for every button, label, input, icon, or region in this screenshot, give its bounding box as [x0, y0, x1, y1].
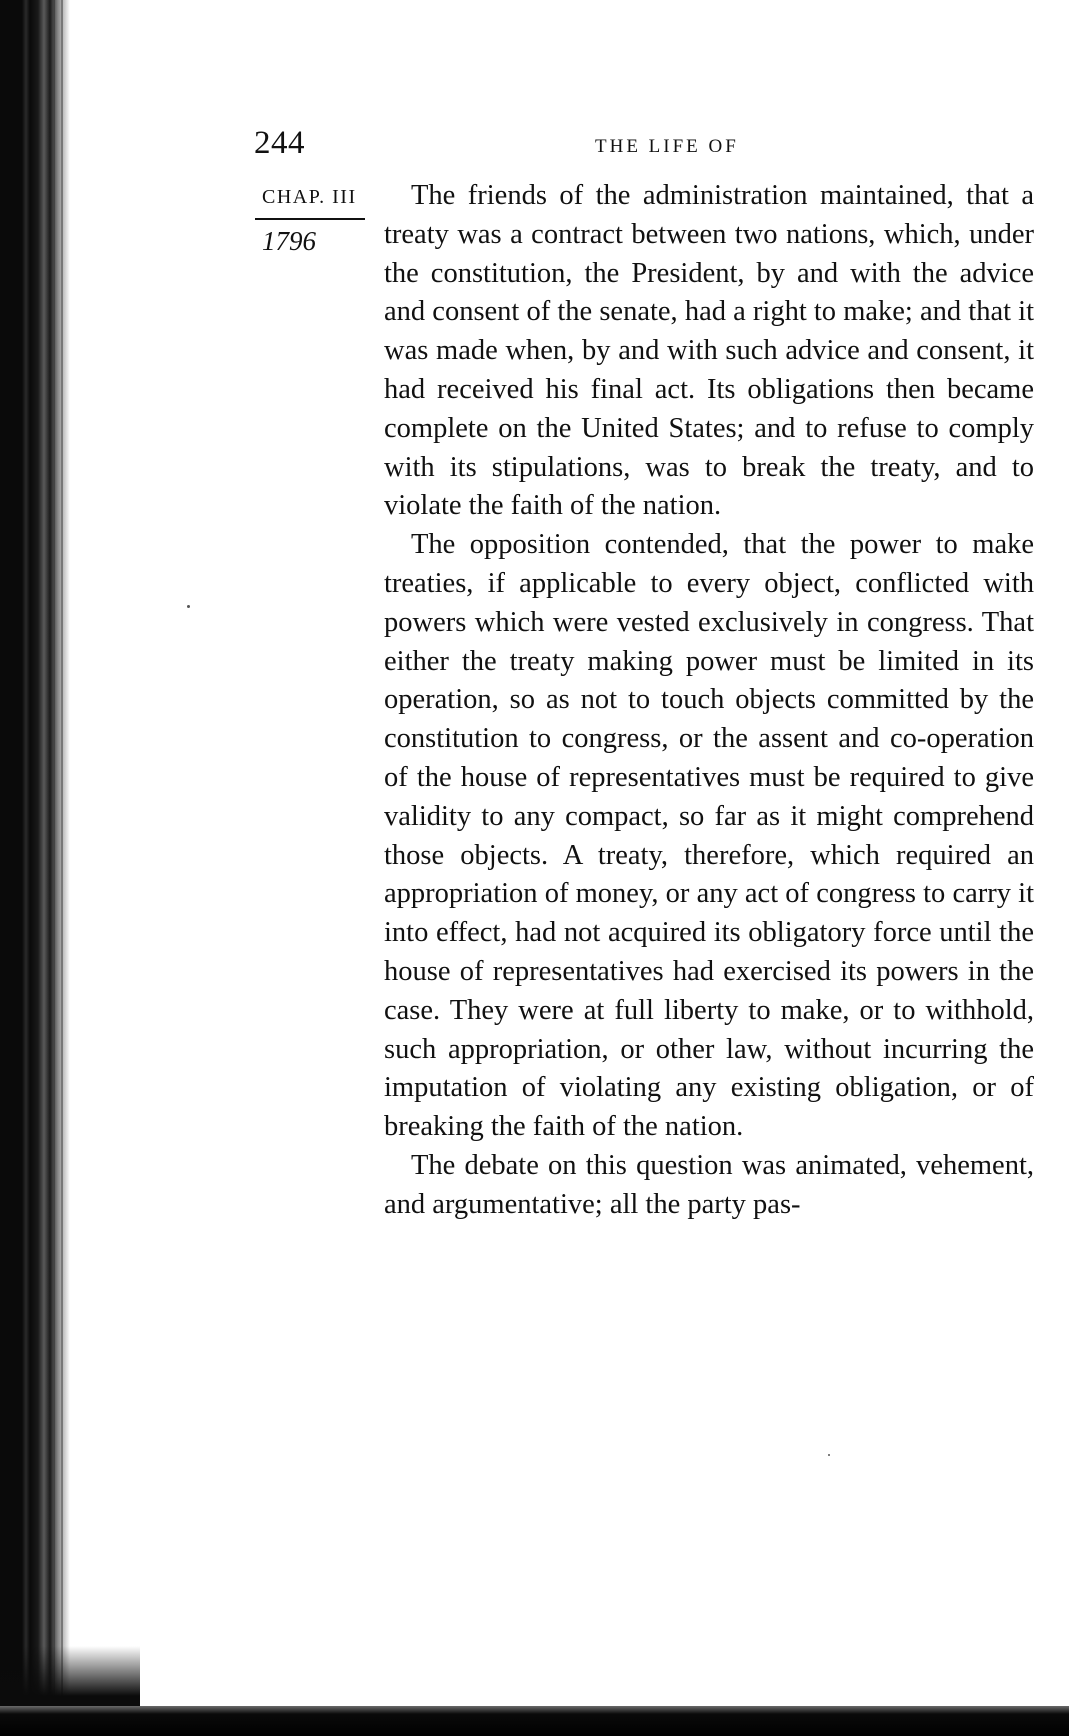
margin-chapter-label: CHAP. III [262, 186, 357, 208]
paragraph: The debate on this question was animated, vehement, and argumentative; all the party pas- [384, 1149, 1034, 1220]
scan-bottom-edge [0, 1706, 1069, 1736]
scan-speck [828, 1454, 830, 1456]
paragraph: The opposition contended, that the power to make treaties, if applicable to every object, conflicted with powers which were vested exclusively in congress. That either the treaty making power must be limited in its operation, so as not to touch objects committed by the constitution to congress, or the assent and co-operation of the house of representatives must be required to give validity to any compact, so far as it might comprehend those objects. A treaty, therefore, which required an appropriation of money, or any act of congress to carry it into effect, had not acquired its obligatory force until the house of representatives had exercised its powers in the case. They were at full liberty to make, or to withhold, such appropriation, or other law, without incurring the imputation of violating any existing obligation, or of breaking the faith of the nation. [384, 529, 1034, 1143]
margin-year: 1796 [262, 226, 316, 256]
page-number: 244 [254, 125, 305, 161]
running-head: THE LIFE OF [595, 136, 739, 157]
page-binding-edge [0, 0, 70, 1736]
binding-streak [61, 0, 63, 1736]
binding-streak [53, 0, 55, 1736]
margin-rule [255, 218, 365, 220]
scan-speck [187, 605, 190, 608]
body-text [384, 177, 1034, 1225]
paragraph: The friends of the administration maintained, that a treaty was a contract between two nations, which, under the constitution, the President, by and with the advice and consent of the senate, had a right to make; and that it was made when, by and with such advice and consent, it had received his final act. Its obligations then became complete on the United States; and to refuse to comply with its stipulations, was to break the treaty, and to violate the faith of the nation. [384, 180, 1034, 522]
